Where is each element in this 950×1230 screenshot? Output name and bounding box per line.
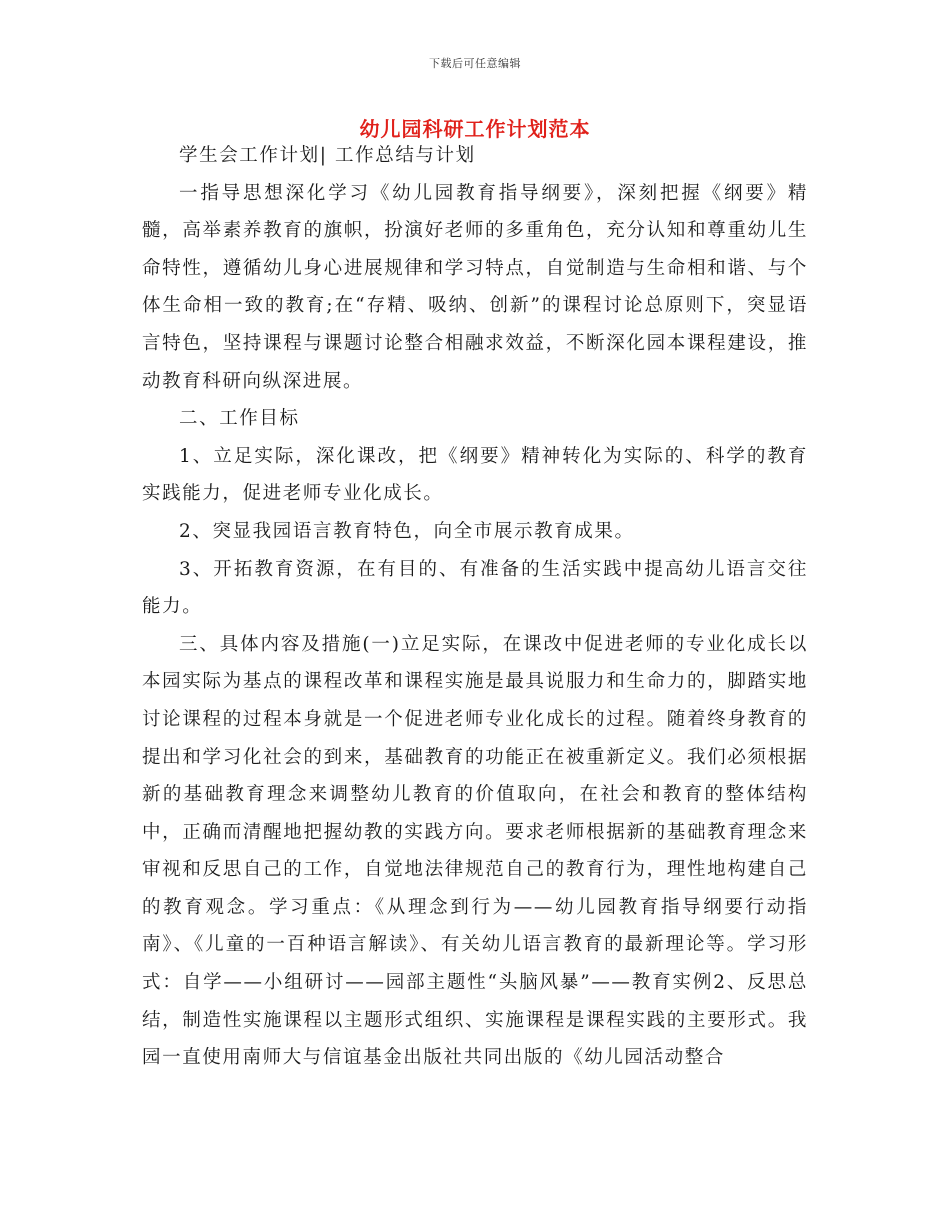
paragraph-goal-2: 2、突显我园语言教育特色，向全市展示教育成果。 (179, 520, 635, 542)
document-title: 幼儿园科研工作计划范本 (359, 117, 591, 141)
paragraph-goal-1: 1、立足实际，深化课改，把《纲要》精神转化为实际的、科学的教育实践能力，促进老师专业化成长。 (142, 445, 808, 505)
paragraph-goals-heading: 二、工作目标 (179, 408, 300, 430)
paragraph-subtitle: 学生会工作计划| 工作总结与计划 (179, 145, 476, 166)
page-header: 下载后可任意编辑 (429, 57, 521, 70)
paragraph-guiding-ideology: 一指导思想深化学习《幼儿园教育指导纲要》，深刻把握《纲要》精髓，高举素养教育的旗帜，扮演好老师的多重角色，充分认知和尊重幼儿生命特性，遵循幼儿身心进展规律和学习特点，自觉制造与生命相和谐、与个体生命相一致的教育;在“存精、吸纳、创新”的课程讨论总原则下，突显语言特色，坚持课程与课题讨论整合相融求效益，不断深化园本课程建设，推动教育科研向纵深进展。 (142, 182, 808, 392)
paragraph-content-measures: 三、具体内容及措施(一)立足实际，在课改中促进老师的专业化成长以本园实际为基点的课程改革和课程实施是最具说服力和生命力的，脚踏实地讨论课程的过程本身就是一个促进老师专业化成长的过程。随着终身教育的提出和学习化社会的到来，基础教育的功能正在被重新定义。我们必须根据新的基础教育理念来调整幼儿教育的价值取向，在社会和教育的整体结构中，正确而清醒地把握幼教的实践方向。要求老师根据新的基础教育理念来审视和反思自己的工作，自觉地法律规范自己的教育行为，理性地构建自己的教育观念。学习重点：《从理念到行为——幼儿园教育指导纲要行动指南》、《儿童的一百种语言解读》、有关幼儿语言教育的最新理论等。学习形式：自学——小组研讨——园部主题性“头脑风暴”——教育实例2、反思总结，制造性实施课程以主题形式组织、实施课程是课程实践的主要形式。我园一直使用南师大与信谊基金出版社共同出版的《幼儿园活动整合 (142, 633, 808, 1069)
document-body (142, 137, 808, 1077)
paragraph-goal-3: 3、开拓教育资源，在有目的、有准备的生活实践中提高幼儿语言交往能力。 (142, 558, 808, 618)
